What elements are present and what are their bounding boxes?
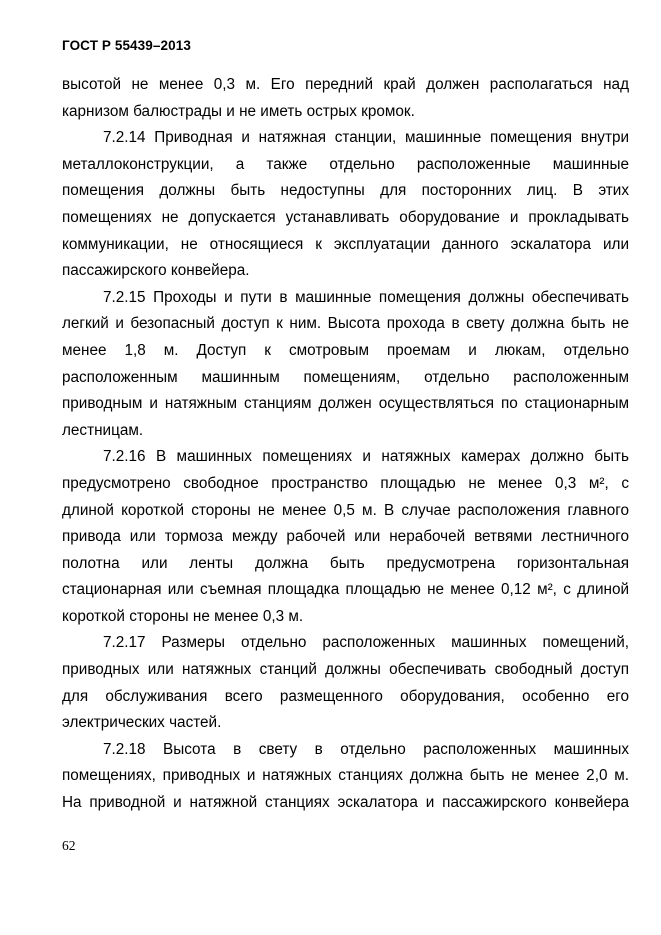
text-line: 7.2.15 Проходы и пути в машинные помещения должны обеспечивать — [103, 288, 629, 306]
text-line: лестницам. — [62, 421, 144, 439]
text-line: пассажирского конвейера. — [62, 262, 250, 280]
text-line: помещения должны быть недоступны для посторонних лиц. В этих — [62, 182, 629, 200]
text-line: для обслуживания всего размещенного оборудования, особенно его — [62, 687, 629, 705]
text-line: помещениях, приводных и натяжных станциях должна быть не менее 2,0 м. — [62, 767, 629, 785]
text-line: приводным и натяжным станциям должен осуществляться по стационарным — [62, 395, 629, 413]
text-line: полотна или ленты должна быть предусмотрена горизонтальная — [62, 554, 629, 572]
text-line: высотой не менее 0,3 м. Его передний край должен располагаться над — [62, 76, 629, 93]
text-line: 7.2.17 Размеры отдельно расположенных машинных помещений, — [103, 634, 629, 652]
text-line: электрических частей. — [62, 714, 222, 732]
text-line: легкий и безопасный доступ к ним. Высота прохода в свету должна быть не — [62, 315, 629, 333]
text-line: На приводной и натяжной станциях эскалатора и пассажирского конвейера — [62, 794, 629, 812]
text-line: 7.2.16 В машинных помещениях и натяжных камерах должно быть — [103, 448, 629, 466]
page-number: 62 — [62, 838, 76, 853]
text-line: карнизом балюстрады и не иметь острых кромок. — [62, 102, 415, 120]
text-line: помещениях не допускается устанавливать оборудование и прокладывать — [62, 208, 629, 226]
text-line: 7.2.14 Приводная и натяжная станции, машинные помещения внутри — [103, 129, 629, 147]
text-line: длиной короткой стороны не менее 0,5 м. В случае расположения главного — [62, 501, 629, 519]
document-body — [62, 72, 629, 817]
text-line: короткой стороны не менее 0,3 м. — [62, 607, 304, 625]
text-line: стационарная или съемная площадка площадью не менее 0,12 м², с длиной — [62, 581, 629, 599]
text-line: менее 1,8 м. Доступ к смотровым проемам и люкам, отдельно — [62, 341, 629, 359]
text-line: коммуникации, не относящиеся к эксплуатации данного эскалатора или — [62, 235, 629, 253]
text-line: расположенным машинным помещениям, отдельно расположенным — [62, 368, 629, 386]
document-header: ГОСТ Р 55439–2013 — [62, 38, 191, 53]
text-line: предусмотрено свободное пространство площадью не менее 0,3 м², с — [62, 474, 629, 492]
text-line: привода или тормоза между рабочей или нерабочей ветвями лестничного — [62, 528, 629, 546]
text-line: 7.2.18 Высота в свету в отдельно расположенных машинных — [103, 740, 629, 758]
text-line: приводных или натяжных станций должны обеспечивать свободный доступ — [62, 661, 629, 679]
text-line: металлоконструкции, а также отдельно расположенные машинные — [62, 155, 629, 173]
